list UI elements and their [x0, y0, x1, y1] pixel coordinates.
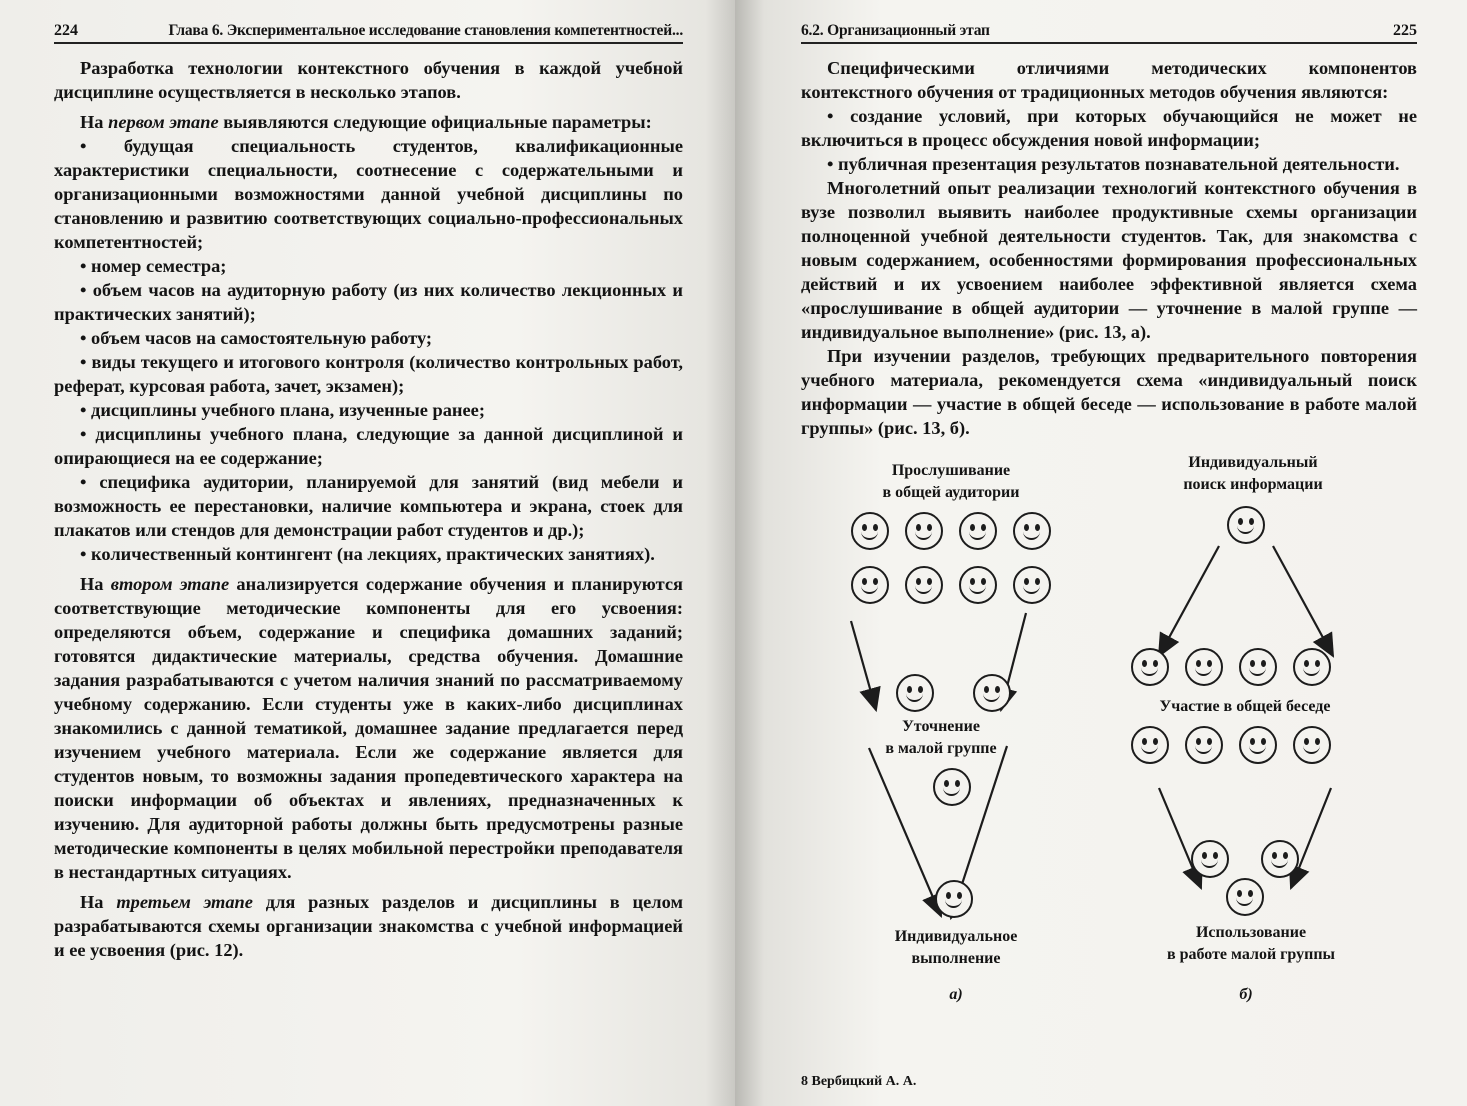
right-page-number: 225 — [1393, 22, 1417, 39]
stage-emphasis: втором этапе — [110, 574, 230, 594]
right-running-head — [801, 22, 1417, 44]
scheme-a-step1-line1: Прослушивание — [891, 462, 1011, 479]
left_page-paragraph: • специфика аудитории, планируемой для занятий (вид мебели и возможность ее перестановки, наличие компьютера и экрана, стоек для плакатов или стендов для демонстрации работ студентов и др.); — [54, 472, 683, 540]
right-running-title: 6.2. Организационный этап — [801, 22, 990, 39]
smiley-face-icon — [851, 512, 889, 550]
smiley-face-icon — [1185, 648, 1223, 686]
scheme-b-step2-label: Участие в общей беседе — [1159, 698, 1331, 715]
right_page-paragraph: • создание условий, при которых обучающийся не может не включиться в процесс обсуждения новой информации; — [801, 106, 1417, 150]
smiley-face-icon — [896, 674, 934, 712]
smiley-face-icon — [1261, 840, 1299, 878]
scheme-b-step3-label — [1151, 922, 1351, 966]
smiley-face-icon — [935, 880, 973, 918]
scheme-a-step2-label — [871, 716, 1011, 760]
scheme-a-step1-line2: в общей аудитории — [882, 484, 1020, 501]
left-running-head — [54, 22, 683, 44]
right-page — [735, 0, 1467, 1106]
right_page-paragraph: Специфическими отличиями методических компонентов контекстного обучения от традиционных методов обучения являются: — [801, 58, 1417, 102]
scheme-b-step3-line1: Использование — [1195, 924, 1307, 941]
left_page-paragraph: • дисциплины учебного плана, следующие за данной дисциплиной и опирающиеся на ее содержание; — [54, 424, 683, 468]
smiley-face-icon — [1293, 648, 1331, 686]
left_page-paragraph: • дисциплины учебного плана, изученные ранее; — [80, 400, 485, 420]
left_page-paragraph: • будущая специальность студентов, квалификационные характеристики специальности, соотнесение с содержательными и организационными возможностями данной учебной дисциплины по становлению и развитию соответствующих социально-профессиональных компетентностей; — [54, 136, 683, 252]
arrow-a-1 — [851, 621, 876, 710]
smiley-face-icon — [905, 512, 943, 550]
left_page-paragraph: На втором этапе анализируется содержание обучения и планируются соответствующие методические компоненты для его усвоения: определяются объем, содержание и специфика домашних заданий; готовятся дидактические материалы, средства обучения. Домашние задания разрабатываются с учетом наличия знаний по рассматриваемому учебному содержанию. Если студенты уже в каких-либо дисциплинах знакомились с данной тематикой, домашнее задание предлагается перед изучением учебного материала. Если же содержание является для студентов новым, то возможны задания пропедевтического характера на поиски информации об объектах и явлениях, предназначенных к изучению. Для аудиторной работы должны быть предусмотрены разные методические компоненты в целях мобильной перестройки преподавателя в нестандартных ситуациях. — [54, 574, 683, 882]
smiley-face-icon — [1131, 726, 1169, 764]
scheme-a-step3-line1: Индивидуальное — [894, 928, 1018, 945]
scheme-a-step1-label — [871, 460, 1031, 504]
footer-note: 8 Вербицкий А. А. — [801, 1074, 917, 1089]
smiley-face-icon — [1239, 648, 1277, 686]
scheme-b-step1-line2: поиск информации — [1183, 476, 1323, 493]
smiley-face-icon — [905, 566, 943, 604]
arrow-a-3 — [869, 748, 941, 916]
smiley-face-icon — [851, 566, 889, 604]
arrow-b-1 — [1159, 546, 1219, 656]
scheme-b-step1-label — [1173, 452, 1333, 496]
left_page-paragraph: • объем часов на самостоятельную работу; — [80, 328, 433, 348]
smiley-face-icon — [1226, 878, 1264, 916]
stage-emphasis: третьем этапе — [116, 892, 253, 912]
smiley-face-icon — [933, 768, 971, 806]
right-body-text — [801, 56, 1417, 440]
arrow-b-3 — [1159, 788, 1201, 888]
scheme-a-step3-label — [871, 926, 1041, 970]
smiley-face-icon — [1239, 726, 1277, 764]
arrows-scheme-a — [851, 613, 1026, 918]
right_page-paragraph: Многолетний опыт реализации технологий контекстного обучения в вузе позволил выявить наиболее продуктивные схемы организации полноценной учебной деятельности студентов. Так, для знакомства с новым содержанием, особенностями формирования профессиональных действий и их усвоением наиболее эффективной является схема «прослушивание в общей аудитории — уточнение в малой группе — индивидуальное выполнение» (рис. 13, а). — [801, 178, 1417, 342]
left_page-paragraph: На третьем этапе для разных разделов и дисциплины в целом разрабатываются схемы организации знакомства с учебной информацией и ее усвоения (рис. 12). — [54, 892, 683, 960]
left_page-paragraph: • количественный контингент (на лекциях, практических занятиях). — [80, 544, 655, 564]
arrow-b-2 — [1273, 546, 1333, 656]
scheme-a-step2-line1: Уточнение — [902, 718, 980, 735]
smiley-face-icon — [1013, 512, 1051, 550]
smiley-face-icon — [1191, 840, 1229, 878]
smiley-face-icon — [1185, 726, 1223, 764]
smiley-face-icon — [1293, 726, 1331, 764]
smiley-face-icon — [973, 674, 1011, 712]
left_page-paragraph: • номер семестра; — [80, 256, 227, 276]
left_page-paragraph: • объем часов на аудиторную работу (из них количество лекционных и практических занятий); — [54, 280, 683, 324]
smiley-face-icon — [1227, 506, 1265, 544]
arrow-b-4 — [1291, 788, 1331, 888]
left-body-text — [54, 56, 683, 962]
right_page-paragraph: • публичная презентация результатов познавательной деятельности. — [827, 154, 1400, 174]
stage-emphasis: первом этапе — [108, 112, 219, 132]
scheme-b-caption: б) — [1239, 986, 1253, 1003]
left_page-paragraph: На первом этапе выявляются следующие официальные параметры: — [80, 112, 652, 132]
smiley-face-icon — [959, 512, 997, 550]
smiley-face-icon — [1013, 566, 1051, 604]
smiley-face-icon — [1131, 648, 1169, 686]
scheme-b-step1-line1: Индивидуальный — [1188, 454, 1318, 471]
left_page-paragraph: • виды текущего и итогового контроля (количество контрольных работ, реферат, курсовая работа, зачет, экзамен); — [54, 352, 683, 396]
scheme-a-step2-line2: в малой группе — [885, 740, 997, 757]
figure-13 — [801, 448, 1417, 1008]
left_page-paragraph: Разработка технологии контекстного обучения в каждой учебной дисциплине осуществляется в несколько этапов. — [54, 58, 683, 102]
right_page-paragraph: При изучении разделов, требующих предварительного повторения учебного материала, рекомендуется схема «индивидуальный поиск информации — участие в общей беседе — использование в работе малой группы» (рис. 13, б). — [801, 346, 1417, 438]
scheme-a-caption: а) — [949, 986, 963, 1003]
scheme-b-step3-line2: в работе малой группы — [1166, 946, 1336, 963]
left-page-number: 224 — [54, 22, 78, 39]
left-running-title: Глава 6. Экспериментальное исследование становления компетентностей... — [168, 22, 683, 39]
smiley-face-icon — [959, 566, 997, 604]
scheme-a-step3-line2: выполнение — [911, 950, 1001, 967]
